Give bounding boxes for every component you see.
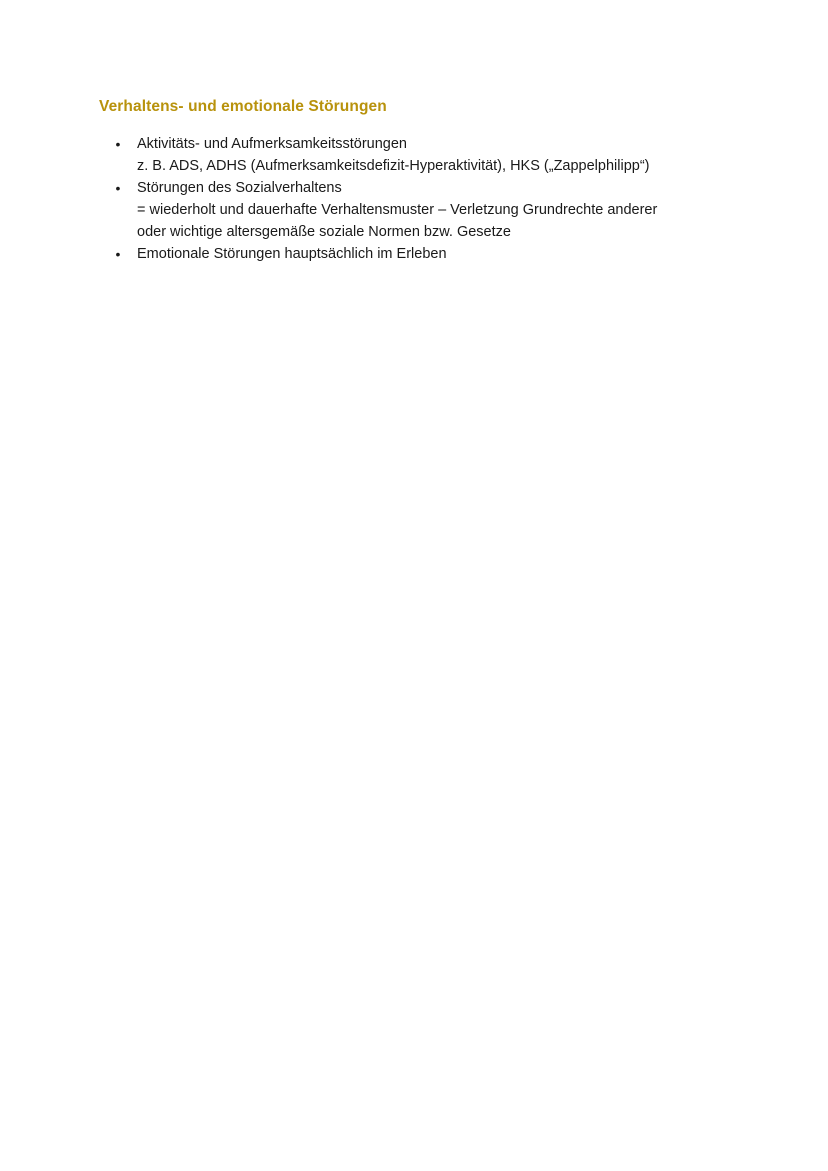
bullet-icon: • [115,136,121,152]
list-item-detail: z. B. ADS, ADHS (Aufmerksamkeitsdefizit-Hyperaktivität), HKS („Zappelphilipp“) [137,158,650,174]
list-item-title: Störungen des Sozialverhaltens [137,180,342,196]
bullet-icon: • [115,246,121,262]
list-item [113,133,753,177]
bullet-icon: • [115,180,121,196]
bullet-list [113,133,753,265]
list-item-detail: = wiederholt und dauerhafte Verhaltensmuster – Verletzung Grundrechte anderer [137,202,658,218]
section-heading: Verhaltens- und emotionale Störungen [99,98,387,115]
list-item-detail: oder wichtige altersgemäße soziale Normen bzw. Gesetze [137,224,511,240]
list-item [113,243,753,265]
list-item [113,177,753,243]
list-item-title: Aktivitäts- und Aufmerksamkeitsstörungen [137,136,407,152]
list-item-title: Emotionale Störungen hauptsächlich im Erleben [137,246,447,262]
